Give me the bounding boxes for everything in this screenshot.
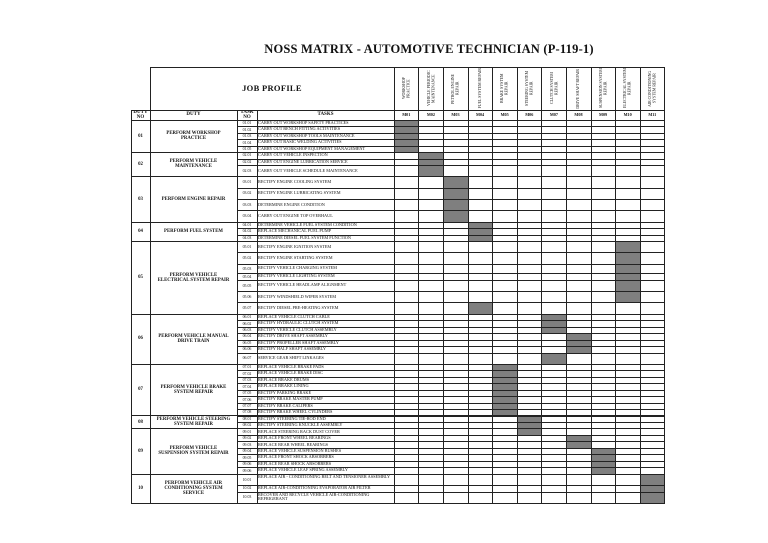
table-border-top [150, 67, 665, 68]
module-cell-filled [640, 492, 665, 503]
grid-line [237, 110, 238, 503]
grid-line [257, 110, 258, 503]
module-code-m11: M11 [648, 111, 657, 117]
task-number: 03.04 [242, 214, 252, 219]
document-title: NOSS MATRIX - AUTOMOTIVE TECHNICIAN (P-119-1) [264, 42, 594, 56]
duty-number: 04 [138, 228, 143, 234]
duty-name: PERFORM VEHICLE MAINTENANCE [169, 159, 218, 170]
module-label: ELECTRICAL SYSTEM REPAIR [623, 68, 632, 109]
task-number: 01.02 [242, 127, 252, 132]
module-code-m05: M05 [500, 111, 509, 117]
task-text: REPLACE REAR WHEEL BEARINGS [258, 441, 329, 447]
task-text: RECTIFY VEHICLE CLUTCH ASSEMBLY [258, 326, 337, 332]
tasks-header: TASKS [317, 112, 334, 118]
task-text: REPLACE AIR-CONDITIONING EVAPORATOR AIR FILTER [258, 485, 371, 491]
task-number: 05.04 [242, 274, 252, 279]
module-code-m01: M01 [402, 111, 411, 117]
module-cell-filled [615, 253, 640, 264]
module-header-m06 [517, 68, 542, 109]
task-number: 05.06 [242, 294, 252, 299]
task-number: 05.02 [242, 256, 252, 261]
task-text: RECTIFY BRAKE CALIPERS [258, 402, 313, 408]
task-number: 07.01 [242, 365, 252, 370]
task-text: REPLACE VEHICLE LEAF SPRING ASSEMBLY [258, 467, 348, 473]
module-label: BRAKE SYSTEM REPAIR [500, 73, 509, 104]
task-number: 08.02 [242, 423, 252, 428]
task-number: 06.07 [242, 356, 252, 361]
task-text: REPLACE MECHANICAL FUEL PUMP [258, 228, 332, 234]
duty-name: PERFORM VEHICLE AIR CONDITIONING SYSTEM SERVICE [164, 480, 223, 496]
module-header-m04 [468, 68, 493, 109]
module-label: SUSPENSION SYSTEM REPAIR [598, 68, 608, 109]
module-header-m07 [542, 68, 567, 109]
task-number: 07.06 [242, 397, 252, 402]
module-cell-filled [615, 241, 640, 252]
task-text: CARRY OUT ENGINE LUBRICATION SERVICE [258, 158, 348, 164]
module-label: STEERING SYSTEM REPAIR [525, 70, 534, 107]
module-cell-filled [640, 474, 665, 485]
task-text: RECTIFY ENGINE LUBRICATING SYSTEM [258, 190, 341, 196]
module-code-m03: M03 [451, 111, 460, 117]
table-border-left [131, 110, 132, 503]
task-number: 09.02 [242, 436, 252, 441]
module-label: WORKSHOP PRACTICE [402, 77, 411, 100]
task-number: 05.05 [242, 283, 252, 288]
module-label: CLUTCH SYSTEM REPAIR [549, 72, 558, 105]
task-number: 06.01 [242, 315, 252, 320]
module-header-m11 [640, 68, 665, 109]
task-text: CARRY OUT VEHICLE INSPECTION [258, 152, 328, 158]
task-number: 04.02 [242, 229, 252, 234]
grid-line [150, 67, 151, 503]
task-number: 02.03 [242, 168, 252, 173]
task-text: REPLACE FRONT SHOCK ABSORBERS [258, 454, 334, 460]
task-text: RECTIFY PROPELLER SHAFT ASSEMBLY [258, 339, 339, 345]
module-header-m05 [492, 68, 517, 109]
task-text: RECTIFY PARKING BRAKE [258, 389, 312, 395]
task-text: REPLACE VEHICLE BRAKE PADS [258, 364, 324, 369]
task-text: CARRY OUT VEHICLE SCHEDULE MAINTENANCE [258, 167, 358, 173]
task-text: REPLACE AIR - CONDITIONING BELT AND TENSIONER ASSEMBLY [258, 473, 391, 479]
task-number: 07.07 [242, 403, 252, 408]
duty-number: 05 [138, 275, 143, 281]
task-number: 10.01 [242, 477, 252, 482]
task-number: 08.01 [242, 416, 252, 421]
task-number: 06.02 [242, 321, 252, 326]
task-number: 04.03 [242, 235, 252, 240]
task-number: 06.03 [242, 328, 252, 333]
task-number: 01.01 [242, 121, 252, 126]
task-text: CARRY OUT WORKSHOP TOOLS MAINTENANCE [258, 132, 355, 138]
task-text: REPLACE VEHICLE SUSPENSION BUSHES [258, 448, 342, 454]
task-number: 02.01 [242, 153, 252, 158]
task-number: 01.04 [242, 140, 252, 145]
task-text: CARRY OUT BASIC WELDING ACTIVITIES [258, 139, 342, 145]
task-text: REPLACE STEERING RACK DUST COVER [258, 428, 340, 434]
task-number: 04.01 [242, 222, 252, 227]
task-number: 10.03 [242, 495, 252, 500]
duty-number: 06 [138, 336, 143, 342]
task-text: RECOVER AND RECYCLE VEHICLE AIR-CONDITIONING REFRIGERANT [258, 491, 370, 502]
task-text: RECTIFY HALF SHAFT ASSEMBLY [258, 346, 326, 352]
module-code-m08: M08 [574, 111, 583, 117]
module-label: PETROL ENGINE REPAIR [451, 73, 460, 104]
module-cell-filled [615, 291, 640, 302]
module-label: FUEL SYSTEM REPAIR [477, 68, 482, 109]
module-code-m02: M02 [426, 111, 435, 117]
task-text: RECTIFY STEERING KNUCKLE ASSEMBLY [258, 422, 343, 428]
task-number: 03.03 [242, 202, 252, 207]
module-code-m06: M06 [525, 111, 534, 117]
duty-number: 10 [138, 485, 143, 491]
task-text: CARRY OUT BENCH FITTING ACTIVITIES [258, 126, 341, 132]
task-text: RECTIFY HYDRAULIC CLUTCH SYSTEM [258, 320, 339, 326]
module-header-m02 [419, 68, 444, 109]
grid-line [131, 110, 665, 111]
module-cell-filled [615, 264, 640, 274]
task-number: 01.05 [242, 147, 252, 152]
module-cell-filled [419, 165, 444, 176]
task-text: RECTIFY VEHICLE LIGHTING SYSTEM [258, 273, 335, 279]
duty-name: PERFORM ENGINE REPAIR [161, 196, 226, 202]
module-header-m09 [591, 68, 616, 109]
module-cell-filled [468, 303, 493, 314]
task-number: 07.04 [242, 384, 252, 389]
task-text: RECTIFY STEERING TIE-ROD END [258, 415, 326, 421]
duty-number: 02 [138, 161, 143, 167]
task-text: RECTIFY DRIVE SHAFT ASSEMBLY [258, 333, 328, 339]
task-text: CARRY OUT ENGINE TOP OVERHAUL [258, 212, 333, 218]
task-number: 01.03 [242, 134, 252, 139]
task-text: RECTIFY ENGINE STARTING SYSTEM [258, 254, 333, 260]
task-text: CARRY OUT WORKSHOP SAFETY PRACTICES [258, 120, 349, 125]
task-number: 07.08 [242, 410, 252, 415]
module-code-m07: M07 [549, 111, 558, 117]
task-text: REPLACE REAR SHOCK ABSORBERS [258, 460, 332, 466]
task-text: REPLACE BRAKE DRUMS [258, 376, 310, 382]
task-text: REPLACE BRAKE LINING [258, 383, 309, 389]
module-cell-filled [443, 199, 468, 210]
duty-number: 09 [138, 448, 143, 454]
task-text: REPLACE VEHICLE CLUTCH CABLE [258, 313, 330, 319]
duty-name: PERFORM VEHICLE SUSPENSION SYSTEM REPAIR [158, 446, 229, 457]
task-number: 03.01 [242, 180, 252, 185]
task-number: 10.02 [242, 486, 252, 491]
module-cell-filled [443, 188, 468, 199]
module-header-m10 [615, 68, 640, 109]
task-no-header: TASK NO [240, 110, 254, 120]
duty-name: PERFORM FUEL SYSTEM [164, 228, 223, 234]
module-cell-filled [615, 280, 640, 291]
task-number: 09.01 [242, 429, 252, 434]
task-text: SERVICE GEAR SHIFT LINKAGES [258, 355, 324, 361]
task-number: 07.03 [242, 378, 252, 383]
module-code-m04: M04 [476, 111, 485, 117]
module-code-m09: M09 [599, 111, 608, 117]
task-number: 05.07 [242, 306, 252, 311]
task-number: 09.05 [242, 455, 252, 460]
task-text: DETERMINE ENGINE CONDITION [258, 201, 325, 207]
task-number: 09.03 [242, 442, 252, 447]
module-cell-filled [443, 177, 468, 188]
duty-number: 03 [138, 196, 143, 202]
duty-number: 08 [138, 419, 143, 425]
task-text: RECTIFY ENGINE IGNITION SYSTEM [258, 243, 332, 249]
task-number: 07.02 [242, 371, 252, 376]
duty-number: 01 [138, 133, 143, 139]
module-cell-filled [542, 353, 567, 364]
duty-name: PERFORM VEHICLE STEERING SYSTEM REPAIR [156, 417, 231, 428]
task-number: 02.02 [242, 159, 252, 164]
duty-header: DUTY [186, 112, 201, 118]
task-text: DETERMINE DIESEL FUEL SYSTEM FUNCTION [258, 234, 352, 240]
task-text: RECTIFY VEHICLE CHARGING SYSTEM [258, 265, 337, 271]
task-text: RECTIFY BRAKE WHEEL CYLINDERS [258, 409, 333, 415]
task-number: 05.01 [242, 244, 252, 249]
task-text: CARRY OUT WORKSHOP EQUIPMENT MANAGEMENT [258, 145, 366, 151]
task-text: RECTIFY VEHICLE HEADLAMP ALIGNMENT [258, 282, 347, 288]
module-label: AIR CONDITIONING SYSTEM REPAIR [648, 70, 657, 107]
task-text: RECTIFY ENGINE COOLING SYSTEM [258, 178, 332, 184]
task-text: REPLACE VEHICLE BRAKE DISC [258, 370, 323, 376]
task-text: REPLACE FRONT WHEEL BEARINGS [258, 435, 331, 441]
duty-name: PERFORM VEHICLE BRAKE SYSTEM REPAIR [160, 384, 227, 395]
task-number: 05.03 [242, 266, 252, 271]
duty-no-header: DUTY NO [133, 110, 148, 120]
task-number: 09.06 [242, 462, 252, 467]
task-text: RECTIFY WINDSHIELD WIPER SYSTEM [258, 293, 337, 299]
grid-line [131, 120, 665, 121]
task-number: 09.04 [242, 449, 252, 454]
module-cell-filled [443, 210, 468, 221]
module-header-m08 [566, 68, 591, 109]
job-profile-heading: JOB PROFILE [242, 83, 302, 94]
module-label: VEHICLE PERIODIC MAINTENANCE [426, 70, 435, 107]
task-number: 03.02 [242, 191, 252, 196]
task-text: RECTIFY DIESEL PRE-HEATING SYSTEM [258, 305, 339, 310]
task-number: 09.06 [242, 468, 252, 473]
task-number: 06.05 [242, 340, 252, 345]
task-number: 07.05 [242, 391, 252, 396]
task-text: RECTIFY BRAKE MASTER PUMP [258, 396, 323, 402]
task-text: DETERMINE VEHICLE FUEL SYSTEM CONDITION [258, 221, 357, 227]
task-number: 06.04 [242, 334, 252, 339]
duty-name: PERFORM VEHICLE MANUAL DRIVE TRAIN [158, 333, 229, 344]
duty-name: PERFORM WORKSHOP PRACTICE [166, 131, 221, 142]
module-header-m01 [394, 68, 419, 109]
duty-name: PERFORM VEHICLE ELECTRICAL SYSTEM REPAIR [157, 272, 230, 283]
module-label: DRIVE SHAFT REPAIR [576, 68, 581, 109]
duty-number: 07 [138, 387, 143, 393]
module-code-m10: M10 [623, 111, 632, 117]
module-header-m03 [443, 68, 468, 109]
task-number: 06.06 [242, 347, 252, 352]
